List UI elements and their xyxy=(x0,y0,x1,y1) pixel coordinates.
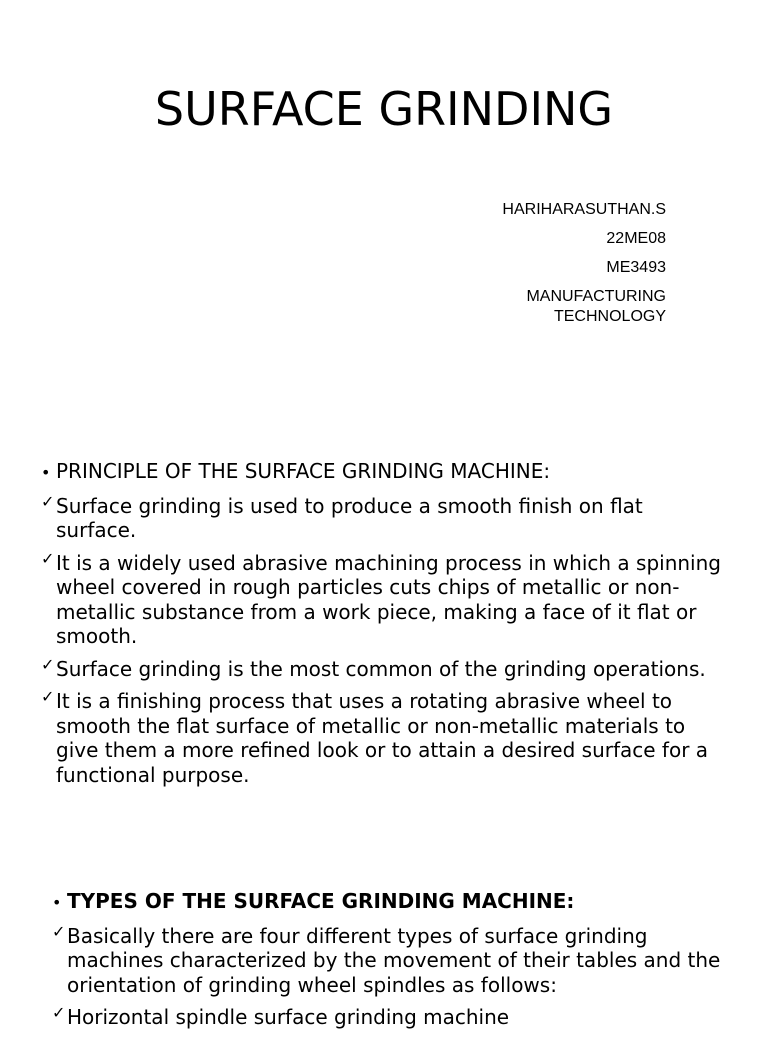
principle-heading-row xyxy=(41,459,721,486)
bullet-icon: • xyxy=(52,893,62,912)
list-item-text: Horizontal spindle surface grinding machine xyxy=(67,1005,510,1029)
roll-number: 22ME08 xyxy=(606,230,666,247)
types-section xyxy=(52,889,732,1038)
check-icon: ✓ xyxy=(41,491,55,511)
principle-heading: PRINCIPLE OF THE SURFACE GRINDING MACHINE: xyxy=(56,459,551,483)
check-icon: ✓ xyxy=(41,548,55,568)
check-icon: ✓ xyxy=(52,1003,66,1022)
check-icon: ✓ xyxy=(41,654,55,674)
list-item xyxy=(41,491,721,543)
bullet-icon: • xyxy=(41,463,51,482)
types-heading: TYPES OF THE SURFACE GRINDING MACHINE: xyxy=(67,889,575,913)
course-code: ME3493 xyxy=(606,259,666,276)
principle-section xyxy=(41,459,721,795)
list-item xyxy=(41,548,721,649)
author-info xyxy=(446,200,666,336)
list-item-text: Surface grinding is used to produce a smooth finish on flat surface. xyxy=(56,493,643,542)
list-item-text: Basically there are four different types of surface grinding machines characterized by the movement of their tables and the orientation of grinding wheel spindles as follows: xyxy=(67,923,721,997)
check-icon: ✓ xyxy=(41,687,55,706)
course-name: MANUFACTURING TECHNOLOGY xyxy=(526,288,666,325)
list-item xyxy=(52,921,732,998)
principle-list xyxy=(41,491,721,788)
slide-title: SURFACE GRINDING xyxy=(154,82,614,136)
list-item-text: It is a widely used abrasive machining process in which a spinning wheel covered in rough particles cuts chips of metallic or non-metallic substance from a work piece, making a face of it flat or smooth. xyxy=(56,550,721,648)
author-name: HARIHARASUTHAN.S xyxy=(502,201,666,218)
list-item xyxy=(52,1005,732,1030)
types-heading-row xyxy=(52,889,732,916)
list-item xyxy=(41,689,721,787)
list-item xyxy=(41,654,721,682)
check-icon: ✓ xyxy=(52,921,66,941)
list-item-text: Surface grinding is the most common of the grinding operations. xyxy=(56,656,706,681)
types-list xyxy=(52,921,732,1030)
list-item-text: It is a finishing process that uses a rotating abrasive wheel to smooth the flat surface of metallic or non-metallic materials to give them a more refined look or to attain a desired surface for a functional purpose. xyxy=(56,689,709,787)
